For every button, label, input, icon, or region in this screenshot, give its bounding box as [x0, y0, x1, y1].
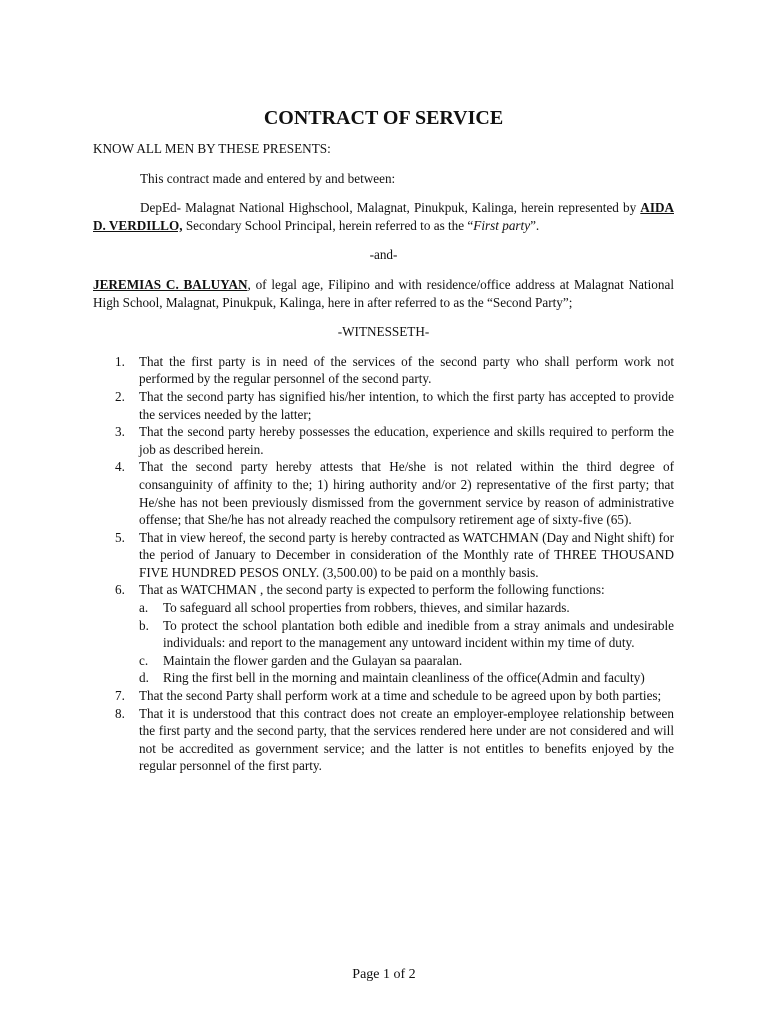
sub-item-text: Ring the first bell in the morning and maintain cleanliness of the office(Admin and faculty) [163, 670, 645, 686]
first-party-name: AIDA D. VERDILLO, [93, 200, 674, 233]
item-number: 8. [115, 705, 125, 721]
first-party-paragraph [93, 199, 674, 234]
item-text: That it is understood that this contract does not create an employer-employee relationship between the first party and the second party, that the services rendered here under are not considered and will not be accredited as government service; and the latter is not entitles to benefits enjoyed by the regular personnel of the first party. [139, 705, 674, 774]
made-between-line: This contract made and entered by and between: [140, 170, 396, 186]
item-number: 4. [115, 459, 125, 475]
sub-item-letter: d. [139, 670, 149, 686]
list-item [93, 423, 674, 458]
item-text: That in view hereof, the second party is hereby contracted as WATCHMAN (Day and Night shift) for the period of January to December in consideration of the Monthly rate of THREE THOUSAND FIVE HUNDRED PESOS ONLY. (3,500.00) to be paid on a monthly basis. [139, 529, 674, 580]
list-item [93, 353, 674, 388]
item-text: That the second party hereby possesses the education, experience and skills required to perform the job as described herein. [139, 424, 674, 457]
sub-list-item [139, 652, 674, 670]
item-number: 6. [115, 582, 125, 598]
item-number: 2. [115, 388, 125, 404]
list-item [93, 581, 674, 687]
functions-list [139, 599, 674, 687]
first-party-label: First party [473, 217, 531, 233]
sub-item-letter: a. [139, 600, 149, 616]
item-text: That the second party has signified his/her intention, to which the first party has accepted to provide the services needed by the latter; [139, 388, 674, 422]
list-item [93, 458, 674, 528]
and-separator: -and- [369, 247, 398, 263]
sub-list-item [139, 669, 674, 687]
terms-list [93, 353, 674, 775]
item-number: 3. [115, 424, 125, 440]
sub-item-letter: b. [139, 617, 149, 633]
sub-list-item [139, 617, 674, 652]
list-item [93, 687, 674, 705]
sub-list-item [139, 599, 674, 617]
list-item [93, 529, 674, 582]
item-text: That the second party hereby attests that He/she is not related within the third degree of consanguinity of affinity to the; 1) hiring authority and/or 2) representative of the first party; that He/she has not been previously dismissed from the government service by reason of administrative offense; that She/he has not already reached the compulsory retirement age of sixty-five (65). [139, 459, 674, 528]
item-text: That the second Party shall perform work at a time and schedule to be agreed upon by both parties; [139, 688, 662, 704]
document-title: CONTRACT OF SERVICE [263, 107, 504, 129]
item-number: 7. [115, 688, 125, 704]
first-party-text-before: DepEd- Malagnat National Highschool, Malagnat, Pinukpuk, Kalinga, herein represented by [140, 200, 641, 216]
list-item [93, 705, 674, 775]
witnesseth-heading: -WITNESSETH- [337, 324, 430, 340]
item-text: That the first party is in need of the services of the second party who shall perform work not performed by the regular personnel of the second party. [139, 353, 674, 387]
sub-item-text: To safeguard all school properties from robbers, thieves, and similar hazards. [163, 600, 570, 616]
list-item [93, 388, 674, 423]
first-party-closing: ”. [530, 217, 540, 233]
sub-item-text: To protect the school plantation both edible and inedible from a stray animals and undesirable individuals: and report to the management any untoward incident within my time of duty. [163, 617, 674, 651]
second-party-name: JEREMIAS C. BALUYAN [93, 276, 248, 292]
item-number: 5. [115, 529, 125, 545]
item-number: 1. [115, 353, 125, 369]
second-party-text: , of legal age, Filipino and with residence/office address at Malagnat National High School, Malagnat, Pinukpuk, Kalinga, here in after referred to as the “Second Party”; [93, 276, 674, 310]
second-party-paragraph [93, 276, 674, 311]
document-body [93, 104, 674, 775]
item-text: That as WATCHMAN , the second party is expected to perform the following functions: [139, 582, 605, 598]
sub-item-text: Maintain the flower garden and the Gulayan sa paaralan. [163, 652, 463, 668]
sub-item-letter: c. [139, 652, 149, 668]
intro-line: KNOW ALL MEN BY THESE PRESENTS: [93, 141, 331, 156]
first-party-text-after: Secondary School Principal, herein referred to as the “ [182, 217, 474, 233]
page-number: Page 1 of 2 [352, 967, 416, 982]
